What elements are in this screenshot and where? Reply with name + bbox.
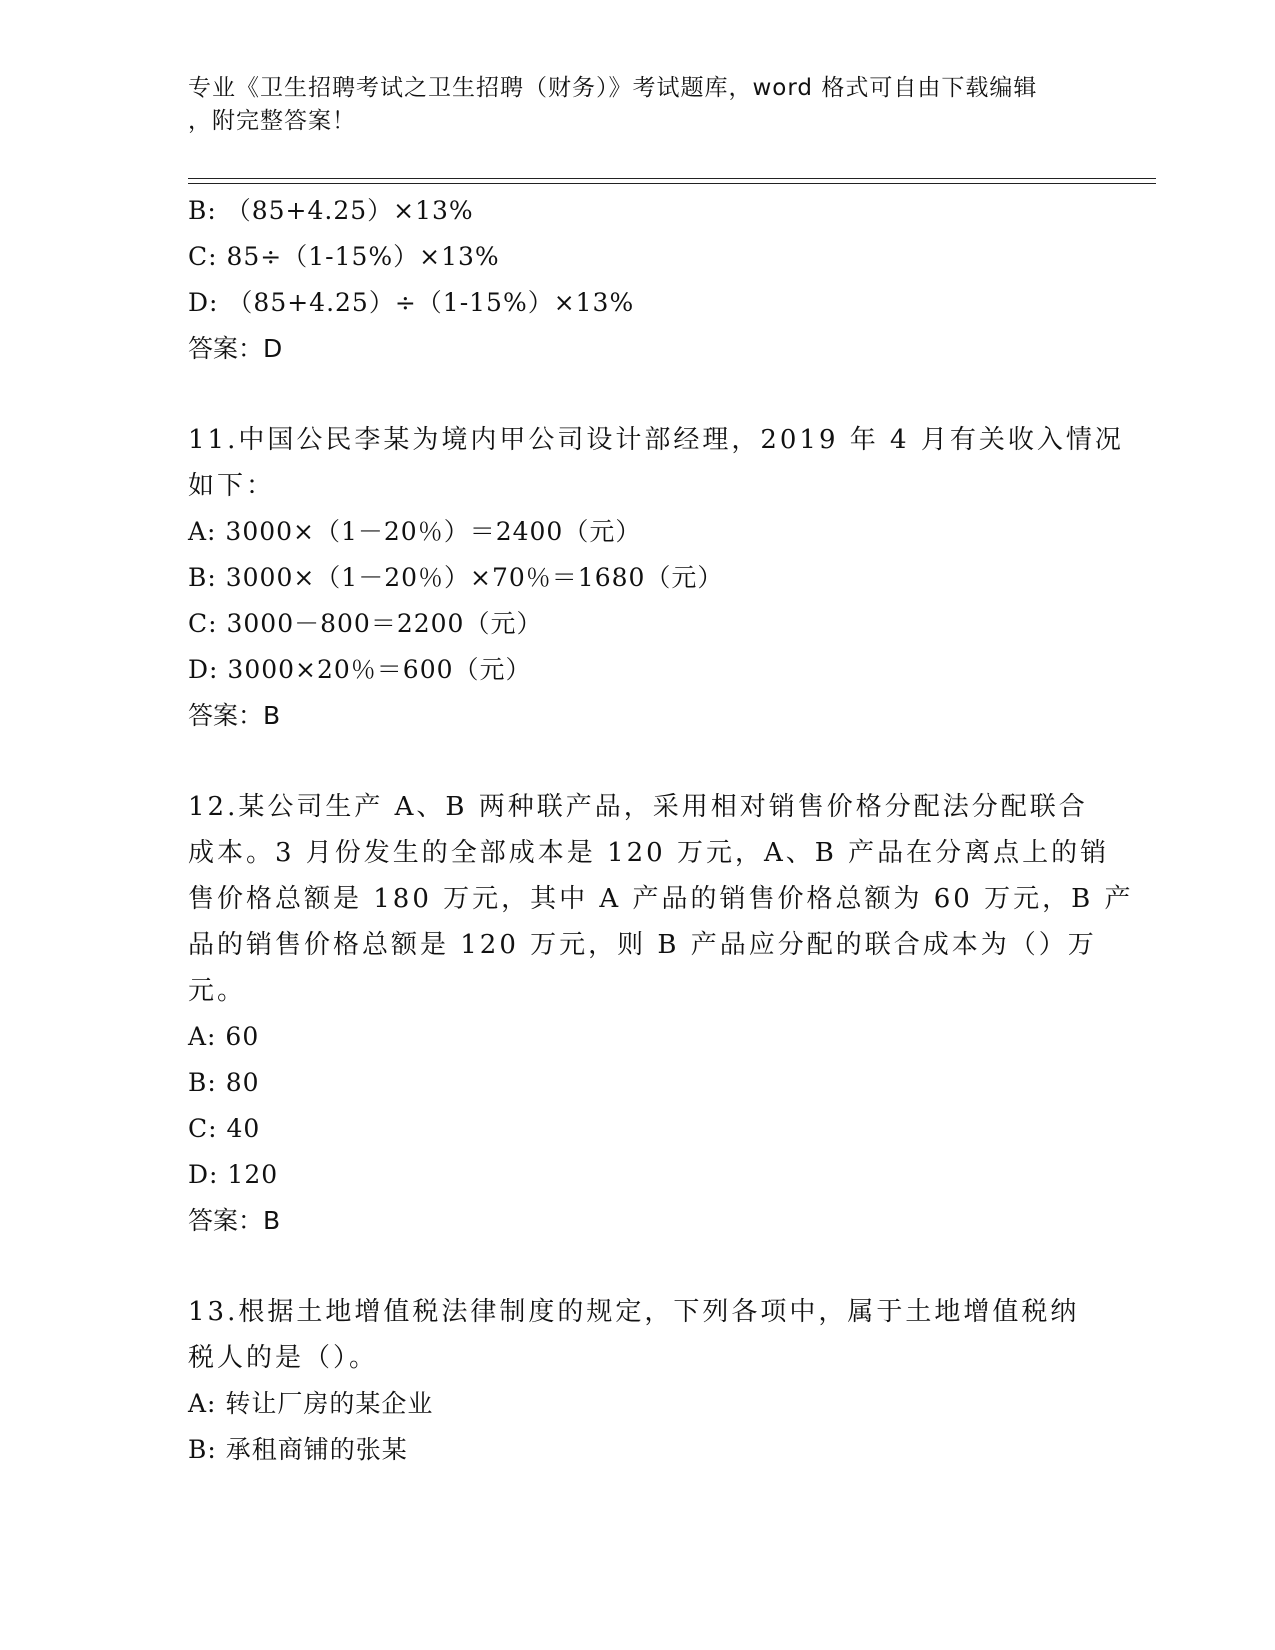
question-stem-line: 税人的是（）。 (188, 1343, 379, 1373)
option-a: A: 60 (188, 1022, 260, 1051)
question-stem-line: 13.根据土地增值税法律制度的规定，下列各项中，属于土地增值税纳 (188, 1297, 1080, 1327)
question-stem-line: 售价格总额是 180 万元，其中 A 产品的销售价格总额为 60 万元，B 产 (188, 884, 1134, 914)
option-d: D: 120 (188, 1160, 279, 1189)
option-c: C: 85÷（1-15%）×13% (188, 242, 500, 271)
header-divider-bottom (188, 183, 1156, 184)
question-stem-line: 元。 (188, 976, 247, 1006)
answer-line: 答案：B (188, 1206, 281, 1235)
spacer (188, 739, 1088, 784)
question-stem-line: 12.某公司生产 A、B 两种联产品，采用相对销售价格分配法分配联合 (188, 792, 1088, 822)
question-stem-line: 品的销售价格总额是 120 万元，则 B 产品应分配的联合成本为（）万 (188, 930, 1097, 960)
page-header (188, 72, 1068, 138)
header-title-line2: ，附完整答案！ (188, 108, 356, 134)
question-stem-line: 如下： (188, 471, 276, 501)
question-13 (188, 1289, 1088, 1473)
answer-line: 答案：D (188, 334, 283, 363)
option-a: A: 3000×（1－20％）＝2400（元） (188, 517, 642, 546)
option-b: B: （85+4.25）×13% (188, 196, 474, 225)
spacer (188, 372, 1088, 417)
question-12 (188, 784, 1134, 1244)
option-c: C: 3000－800＝2200（元） (188, 609, 543, 638)
option-d: D: （85+4.25）÷（1-15%）×13% (188, 288, 635, 317)
header-divider-top (188, 178, 1156, 179)
question-stem-line: 11.中国公民李某为境内甲公司设计部经理，2019 年 4 月有关收入情况 (188, 425, 1124, 455)
question-11 (188, 417, 1124, 739)
option-b: B: 3000×（1－20％）×70％＝1680（元） (188, 563, 724, 592)
question-stem-line: 成本。3 月份发生的全部成本是 120 万元，A、B 产品在分离点上的销 (188, 838, 1110, 868)
question-10-tail (188, 188, 1088, 372)
answer-line: 答案：B (188, 701, 281, 730)
question-content (188, 188, 1134, 1473)
option-a: A: 转让厂房的某企业 (188, 1389, 434, 1418)
spacer (188, 1244, 1088, 1289)
option-d: D: 3000×20％＝600（元） (188, 655, 532, 684)
option-c: C: 40 (188, 1114, 261, 1143)
header-title-line1: 专业《卫生招聘考试之卫生招聘（财务）》考试题库，word 格式可自由下载编辑 (188, 75, 1038, 101)
option-b: B: 80 (188, 1068, 260, 1097)
option-b: B: 承租商铺的张某 (188, 1435, 408, 1464)
